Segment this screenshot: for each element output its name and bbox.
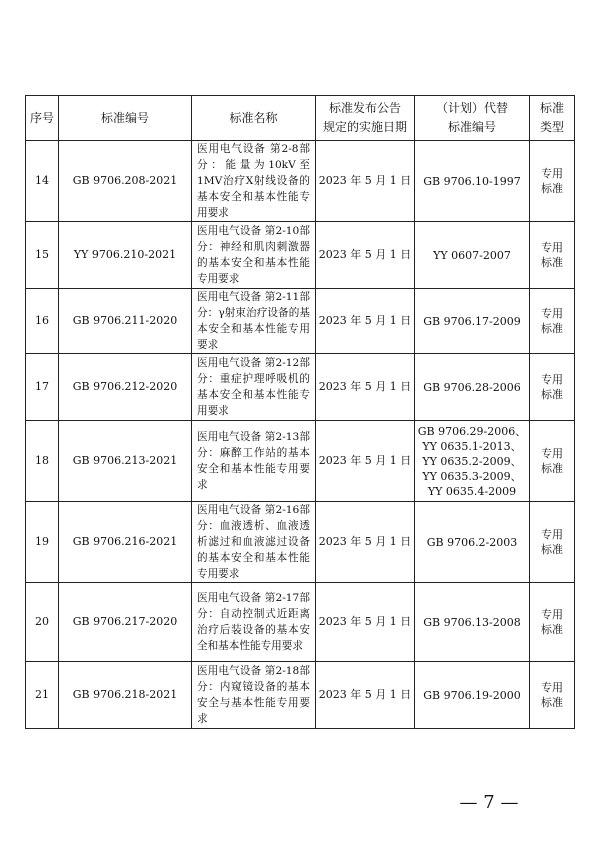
cell-seq: 14 bbox=[26, 141, 59, 222]
cell-type: 专用 标准 bbox=[530, 662, 575, 729]
cell-name: 医用电气设备 第2-12部分：重症护理呼吸机的基本安全和基本性能专用要求 bbox=[192, 354, 316, 421]
cell-date: 2023 年 5 月 1 日 bbox=[316, 421, 415, 502]
cell-date: 2023 年 5 月 1 日 bbox=[316, 662, 415, 729]
cell-name: 医用电气设备 第2-18部分：内窥镜设备的基本安全与基本性能专用要求 bbox=[192, 662, 316, 729]
cell-replace: GB 9706.28-2006 bbox=[415, 354, 530, 421]
cell-replace: GB 9706.19-2000 bbox=[415, 662, 530, 729]
cell-seq: 21 bbox=[26, 662, 59, 729]
header-number: 标准编号 bbox=[59, 96, 192, 141]
cell-type: 专用 标准 bbox=[530, 421, 575, 502]
header-name: 标准名称 bbox=[192, 96, 316, 141]
cell-name: 医用电气设备 第2-10部分：神经和肌肉刺激器的基本安全和基本性能专用要求 bbox=[192, 222, 316, 289]
cell-number: GB 9706.211-2020 bbox=[59, 289, 192, 354]
cell-number: GB 9706.217-2020 bbox=[59, 583, 192, 662]
cell-seq: 15 bbox=[26, 222, 59, 289]
cell-date: 2023 年 5 月 1 日 bbox=[316, 354, 415, 421]
table-row bbox=[26, 222, 575, 289]
cell-type: 专用 标准 bbox=[530, 289, 575, 354]
cell-name: 医用电气设备 第2-8部分：能量为10kV至1MV治疗X射线设备的基本安全和基本性能专用要求 bbox=[192, 141, 316, 222]
cell-replace: GB 9706.10-1997 bbox=[415, 141, 530, 222]
cell-type: 专用 标准 bbox=[530, 354, 575, 421]
table-header-row bbox=[26, 96, 575, 141]
cell-type: 专用 标准 bbox=[530, 141, 575, 222]
table-row bbox=[26, 354, 575, 421]
cell-date: 2023 年 5 月 1 日 bbox=[316, 222, 415, 289]
cell-number: GB 9706.218-2021 bbox=[59, 662, 192, 729]
cell-name: 医用电气设备 第2-16部分：血液透析、血液透析滤过和血液滤过设备的基本安全和基本性能专用要求 bbox=[192, 502, 316, 583]
cell-replace: GB 9706.2-2003 bbox=[415, 502, 530, 583]
page-number: — 7 — bbox=[459, 792, 519, 813]
cell-seq: 17 bbox=[26, 354, 59, 421]
table-row bbox=[26, 289, 575, 354]
header-date: 标准发布公告 规定的实施日期 bbox=[316, 96, 415, 141]
table-row bbox=[26, 583, 575, 662]
header-type: 标准 类型 bbox=[530, 96, 575, 141]
cell-seq: 18 bbox=[26, 421, 59, 502]
cell-date: 2023 年 5 月 1 日 bbox=[316, 502, 415, 583]
header-seq: 序号 bbox=[26, 96, 59, 141]
cell-replace: GB 9706.13-2008 bbox=[415, 583, 530, 662]
cell-date: 2023 年 5 月 1 日 bbox=[316, 141, 415, 222]
cell-name: 医用电气设备 第2-13部分：麻醉工作站的基本安全和基本性能专用要求 bbox=[192, 421, 316, 502]
table-row bbox=[26, 662, 575, 729]
cell-seq: 19 bbox=[26, 502, 59, 583]
header-replace: （计划）代替 标准编号 bbox=[415, 96, 530, 141]
cell-seq: 20 bbox=[26, 583, 59, 662]
cell-replace: YY 0607-2007 bbox=[415, 222, 530, 289]
cell-replace: GB 9706.17-2009 bbox=[415, 289, 530, 354]
cell-date: 2023 年 5 月 1 日 bbox=[316, 583, 415, 662]
cell-number: GB 9706.213-2021 bbox=[59, 421, 192, 502]
cell-type: 专用 标准 bbox=[530, 583, 575, 662]
cell-seq: 16 bbox=[26, 289, 59, 354]
cell-name: 医用电气设备 第2-17部分：自动控制式近距离治疗后装设备的基本安全和基本性能专用要求 bbox=[192, 583, 316, 662]
cell-date: 2023 年 5 月 1 日 bbox=[316, 289, 415, 354]
cell-type: 专用 标准 bbox=[530, 502, 575, 583]
cell-number: GB 9706.216-2021 bbox=[59, 502, 192, 583]
cell-type: 专用 标准 bbox=[530, 222, 575, 289]
cell-number: GB 9706.212-2020 bbox=[59, 354, 192, 421]
table-row bbox=[26, 421, 575, 502]
cell-number: YY 9706.210-2021 bbox=[59, 222, 192, 289]
table-row bbox=[26, 502, 575, 583]
cell-replace: GB 9706.29-2006、 YY 0635.1-2013、 YY 0635.2-2009、 YY 0635.3-2009、 YY 0635.4-2009 bbox=[415, 421, 530, 502]
table-row bbox=[26, 141, 575, 222]
cell-name: 医用电气设备 第2-11部分：γ射束治疗设备的基本安全和基本性能专用要求 bbox=[192, 289, 316, 354]
standards-table bbox=[25, 95, 575, 729]
cell-number: GB 9706.208-2021 bbox=[59, 141, 192, 222]
